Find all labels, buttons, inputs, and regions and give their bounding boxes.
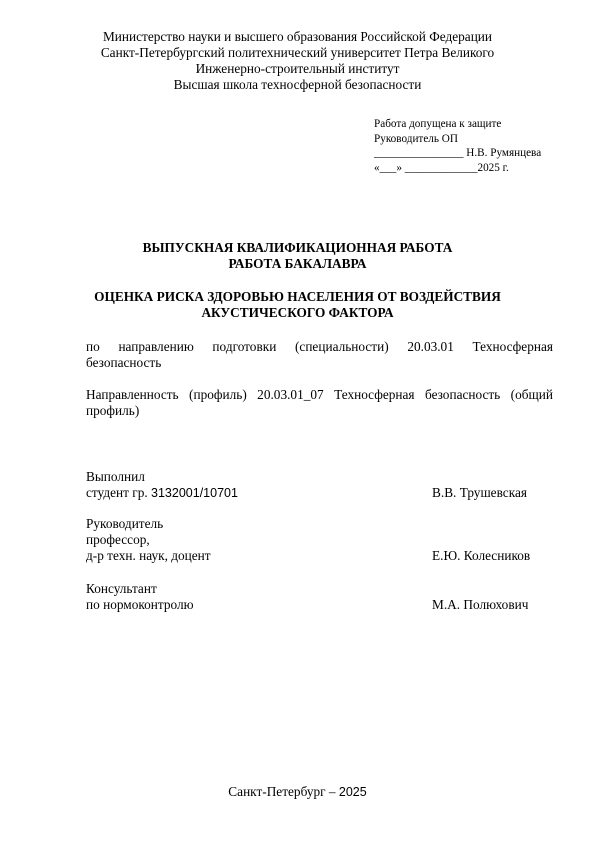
student-name: В.В. Трушевская	[432, 485, 527, 500]
footer-city: Санкт-Петербург –	[228, 784, 339, 799]
supervisor-label: Руководитель	[86, 516, 164, 531]
thesis-topic	[0, 289, 595, 321]
supervisor-block	[86, 516, 553, 564]
student-group-prefix: студент гр.	[86, 485, 152, 500]
direction-paragraph: по направлению подготовки (специальности) 20.03.01 Техносферная безопасность	[86, 339, 553, 370]
ministry-line: Министерство науки и высшего образования Российской Федерации	[102, 29, 493, 44]
consultant-label: Консультант	[86, 581, 157, 596]
consultant-block	[86, 581, 553, 613]
work-type-title	[0, 240, 595, 272]
student-block	[86, 469, 553, 501]
supervisor-degree-line	[86, 548, 553, 564]
profile-paragraph: Направленность (профиль) 20.03.01_07 Техносферная безопасность (общий профиль)	[86, 387, 553, 418]
approval-date-line: «___» _____________2025 г.	[374, 161, 509, 174]
approval-admitted: Работа допущена к защите	[374, 118, 502, 130]
approval-signature-line: ________________ Н.В. Румянцева	[374, 147, 542, 159]
consultant-role-line	[86, 597, 553, 613]
consultant-role: по нормоконтролю	[86, 597, 194, 612]
city-year-footer	[0, 784, 595, 800]
supervisor-name: Е.Ю. Колесников	[432, 548, 531, 563]
footer-year: 2025	[338, 785, 367, 799]
university-line: Санкт-Петербургский политехнический университет Петра Великого	[100, 45, 495, 60]
work-type-line-2: РАБОТА БАКАЛАВРА	[228, 256, 367, 271]
school-line: Высшая школа техносферной безопасности	[173, 77, 422, 92]
thesis-topic-line-2: АКУСТИЧЕСКОГО ФАКТОРА	[201, 305, 394, 320]
student-label: Выполнил	[86, 469, 145, 484]
institution-header	[0, 29, 595, 93]
student-group-number: 3132001/10701	[151, 486, 238, 500]
work-type-line-1: ВЫПУСКНАЯ КВАЛИФИКАЦИОННАЯ РАБОТА	[142, 240, 453, 255]
approval-block	[374, 117, 541, 175]
approval-head-label: Руководитель ОП	[374, 132, 458, 145]
institute-line: Инженерно-строительный институт	[195, 61, 400, 76]
supervisor-degree: д-р техн. наук, доцент	[86, 548, 211, 563]
supervisor-position: профессор,	[86, 532, 150, 547]
student-group-line	[86, 485, 553, 501]
consultant-name: М.А. Полюхович	[432, 597, 529, 612]
thesis-topic-line-1: ОЦЕНКА РИСКА ЗДОРОВЬЮ НАСЕЛЕНИЯ ОТ ВОЗДЕЙСТВИЯ	[94, 289, 501, 304]
